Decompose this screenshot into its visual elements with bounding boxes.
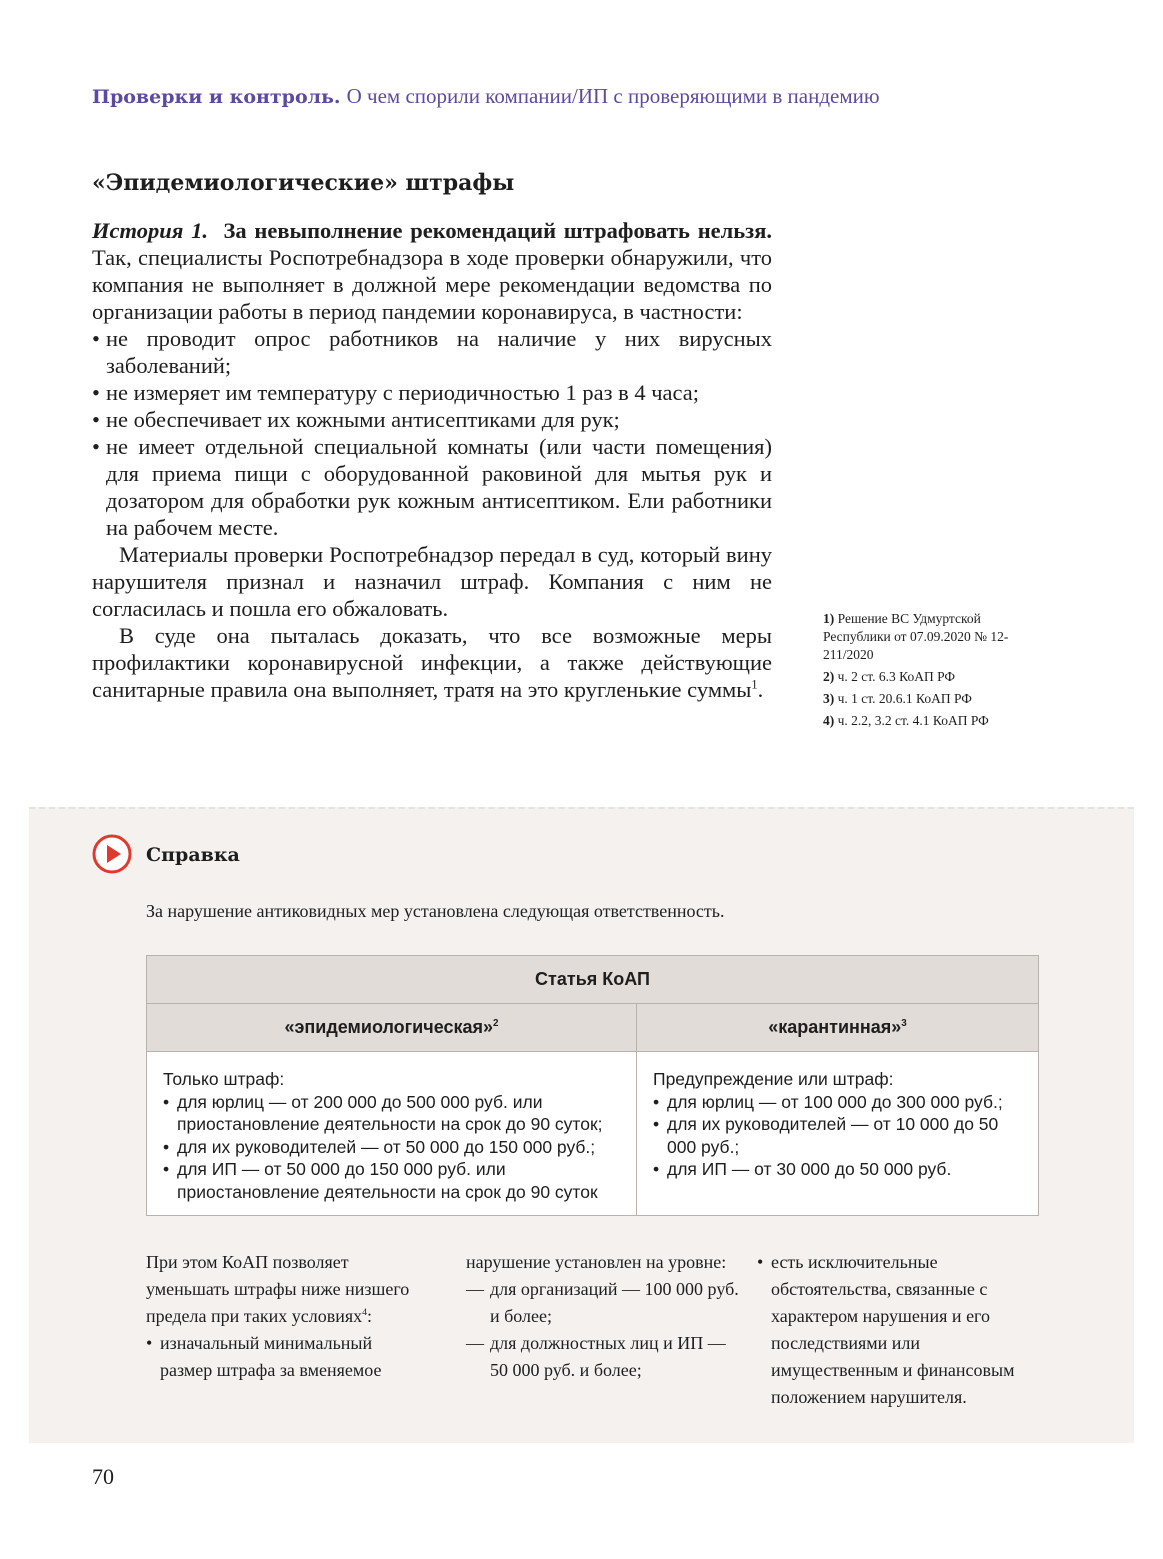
footnote-ref: 4 xyxy=(362,1307,368,1318)
list-item: • есть исключительные обстоятельства, связанные с характером нарушения и его последствиями или имущественным и финансовым положением нарушителя. xyxy=(757,1249,1037,1411)
footnote xyxy=(823,690,1043,708)
table-header: Статья КоАП xyxy=(147,956,1039,1004)
paragraph-court: Материалы проверки Роспотребнадзор передал в суд, который вину нарушителя признал и назначил штраф. Компания с ним не согласилась и пошла его обжаловать. xyxy=(92,542,772,621)
dash-mark: — xyxy=(466,1279,484,1299)
dash-text: для должностных лиц и ИП — 50 000 руб. и более; xyxy=(490,1333,726,1380)
text-column-3 xyxy=(757,1249,1037,1411)
footnote-number: 4) xyxy=(823,713,835,728)
dash-text: для организаций — 100 000 руб. и более; xyxy=(490,1279,739,1326)
footnote xyxy=(823,668,1043,686)
violations-list xyxy=(92,325,772,541)
footnote-ref: 2 xyxy=(493,1018,499,1029)
column-text: При этом КоАП позволяет уменьшать штрафы ниже низшего предела при таких условиях xyxy=(146,1252,410,1326)
story-intro: Так, специалисты Роспотребнадзора в ходе проверки обнаружили, что компания не выполняет в должной мере рекомендации ведомства по организации работы в период пандемии коронавируса, в частности: xyxy=(92,245,772,324)
list-item: • для юрлиц — от 100 000 до 300 000 руб.; xyxy=(653,1091,1024,1114)
list-item: • для их руководителей — от 50 000 до 150 000 руб.; xyxy=(163,1136,622,1159)
paragraph-defense xyxy=(92,622,772,703)
column-paragraph xyxy=(146,1249,416,1330)
koap-table xyxy=(146,955,1039,1216)
footnote-ref: 3 xyxy=(901,1018,907,1029)
cell-epidemic xyxy=(147,1052,637,1216)
section-title: «Эпидемиологические» штрафы xyxy=(92,170,515,196)
section-subtitle: О чем спорили компании/ИП с проверяющими в пандемию xyxy=(346,84,880,108)
conditions-list xyxy=(146,1330,416,1384)
footnote-number: 2) xyxy=(823,669,835,684)
footnote-text: ч. 2.2, 3.2 ст. 4.1 КоАП РФ xyxy=(837,713,989,728)
penalty-list xyxy=(163,1091,622,1204)
running-head xyxy=(92,84,880,109)
text-column-2 xyxy=(466,1249,746,1384)
column-header-quarantine xyxy=(637,1004,1039,1052)
column-text: нарушение установлен на уровне: xyxy=(466,1252,727,1272)
play-icon xyxy=(92,834,132,874)
footnote-text: ч. 1 ст. 20.6.1 КоАП РФ xyxy=(837,691,972,706)
list-item: • для ИП — от 30 000 до 50 000 руб. xyxy=(653,1158,1024,1181)
list-item: • изначальный минимальный размер штрафа за вменяемое xyxy=(146,1330,416,1384)
story-intro-paragraph xyxy=(92,217,772,325)
footnote-number: 3) xyxy=(823,691,835,706)
footnote-text: ч. 2 ст. 6.3 КоАП РФ xyxy=(837,669,956,684)
penalty-list xyxy=(653,1091,1024,1181)
list-item: • для их руководителей — от 10 000 до 50 000 руб.; xyxy=(653,1113,1024,1158)
story-heading: За невыполнение рекомендаций штрафовать нельзя. xyxy=(223,218,773,243)
column-label: «карантинная» xyxy=(768,1017,902,1037)
cell-quarantine xyxy=(637,1052,1039,1216)
cell-lead: Только штраф: xyxy=(163,1069,285,1089)
list-item: • для ИП — от 50 000 до 150 000 руб. или приостановление деятельности на срок до 90 суток xyxy=(163,1158,622,1203)
column-header-epidemic xyxy=(147,1004,637,1052)
paragraph-end: . xyxy=(757,677,764,702)
footnote-text: Решение ВС Удмуртской Республики от 07.09.2020 № 12-211/2020 xyxy=(823,611,1009,662)
list-item: • для юрлиц — от 200 000 до 500 000 руб. или приостановление деятельности на срок до 90 суток; xyxy=(163,1091,622,1136)
dash-item xyxy=(466,1330,746,1384)
reference-box xyxy=(29,807,1134,1443)
footnote-number: 1) xyxy=(823,611,835,626)
column-label: «эпидемиологическая» xyxy=(284,1017,494,1037)
reference-intro: За нарушение антиковидных мер установлена следующая ответственность. xyxy=(146,901,725,921)
reference-title: Справка xyxy=(146,844,240,866)
page-number: 70 xyxy=(92,1464,114,1489)
footnotes xyxy=(823,610,1043,734)
footnote-ref: 1 xyxy=(751,677,758,692)
list-item: • не обеспечивает их кожными антисептиками для рук; xyxy=(92,406,772,433)
footnote xyxy=(823,610,1043,664)
article-body xyxy=(92,217,772,703)
list-item: • не измеряет им температуру с периодичностью 1 раз в 4 часа; xyxy=(92,379,772,406)
list-item: • не имеет отдельной специальной комнаты (или части помещения) для приема пищи с оборудованной раковиной для мытья рук и дозатором для обработки рук кожным антисептиком. Ели работники на рабочем месте. xyxy=(92,433,772,541)
paragraph-defense-text: В суде она пыталась доказать, что все возможные меры профилактики коронавирусной инфекции, а также действующие санитарные правила она выполняет, тратя на это кругленькие суммы xyxy=(92,623,772,702)
story-label: История 1. xyxy=(92,218,208,243)
conditions-list xyxy=(757,1249,1037,1411)
dash-mark: — xyxy=(466,1333,484,1353)
footnote xyxy=(823,712,1043,730)
text-column-1 xyxy=(146,1249,416,1384)
dash-item xyxy=(466,1276,746,1330)
column-text-end: : xyxy=(367,1306,373,1326)
list-item: • не проводит опрос работников на наличие у них вирусных заболеваний; xyxy=(92,325,772,379)
section-name: Проверки и контроль. xyxy=(92,86,341,108)
cell-lead: Предупреждение или штраф: xyxy=(653,1069,894,1089)
